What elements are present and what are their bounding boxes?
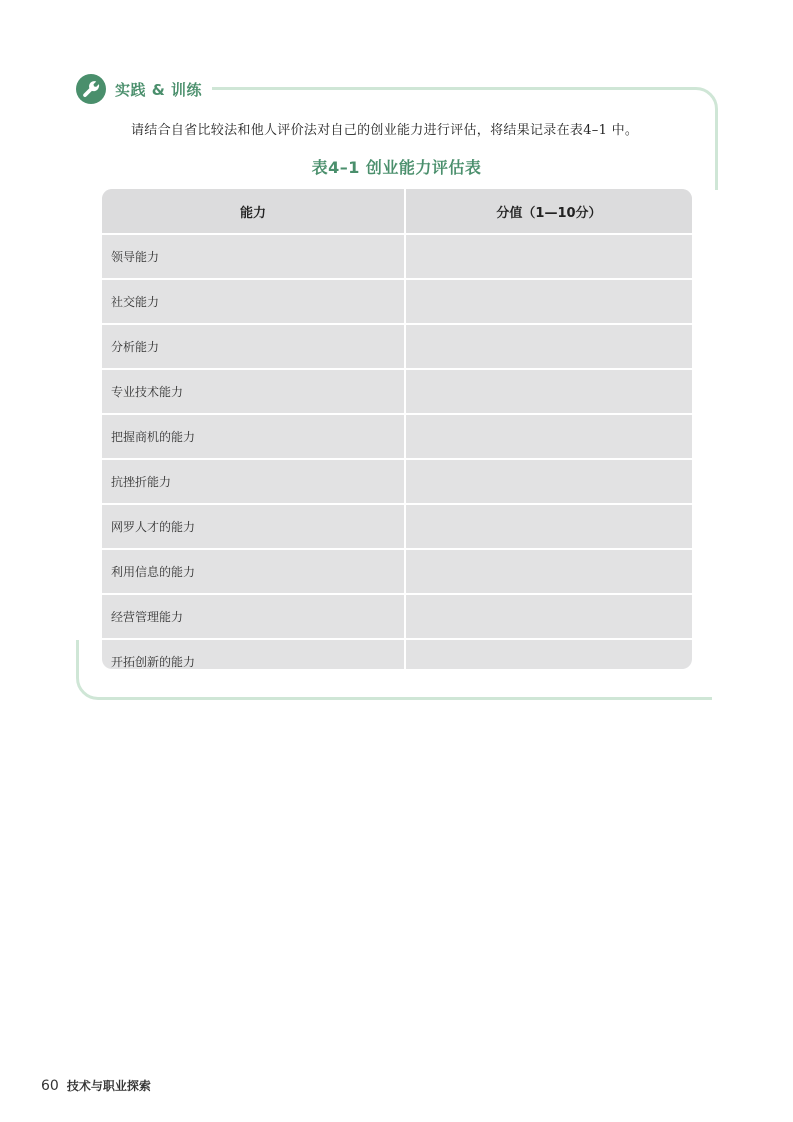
page-footer — [41, 1077, 151, 1094]
ability-cell: 经营管理能力 — [102, 594, 405, 639]
table-row — [102, 504, 692, 549]
table-row — [102, 459, 692, 504]
ability-cell: 网罗人才的能力 — [102, 504, 405, 549]
score-cell[interactable] — [405, 414, 692, 459]
ability-cell: 社交能力 — [102, 279, 405, 324]
table-row — [102, 369, 692, 414]
book-title: 技术与职业探索 — [66, 1079, 151, 1093]
table-row — [102, 594, 692, 639]
instruction-text: 请结合自省比较法和他人评价法对自己的创业能力进行评估，将结果记录在表4–1 中。 — [131, 123, 639, 138]
section-header — [76, 74, 202, 104]
ability-cell: 利用信息的能力 — [102, 549, 405, 594]
table-row — [102, 639, 692, 669]
ability-cell: 抗挫折能力 — [102, 459, 405, 504]
wrench-icon — [76, 74, 106, 104]
score-cell[interactable] — [405, 504, 692, 549]
score-cell[interactable] — [405, 234, 692, 279]
table-row — [102, 414, 692, 459]
table-row — [102, 279, 692, 324]
frame-gap-right — [712, 190, 732, 750]
assessment-table — [102, 189, 692, 669]
table-row — [102, 234, 692, 279]
score-cell[interactable] — [405, 594, 692, 639]
table-caption: 表4–1 创业能力评估表 — [311, 158, 482, 177]
table-header-row — [102, 189, 692, 234]
ability-cell: 分析能力 — [102, 324, 405, 369]
score-cell[interactable] — [405, 369, 692, 414]
score-cell[interactable] — [405, 639, 692, 669]
score-cell[interactable] — [405, 459, 692, 504]
table-row — [102, 324, 692, 369]
ability-cell: 开拓创新的能力 — [102, 639, 405, 669]
ability-cell: 领导能力 — [102, 234, 405, 279]
section-title: 实践 & 训练 — [115, 80, 203, 99]
column-header-ability: 能力 — [102, 189, 405, 234]
ability-cell: 把握商机的能力 — [102, 414, 405, 459]
score-cell[interactable] — [405, 549, 692, 594]
table-row — [102, 549, 692, 594]
score-cell[interactable] — [405, 324, 692, 369]
page-number: 60 — [41, 1078, 59, 1094]
ability-cell: 专业技术能力 — [102, 369, 405, 414]
column-header-score: 分值（1—10分） — [405, 189, 692, 234]
score-cell[interactable] — [405, 279, 692, 324]
